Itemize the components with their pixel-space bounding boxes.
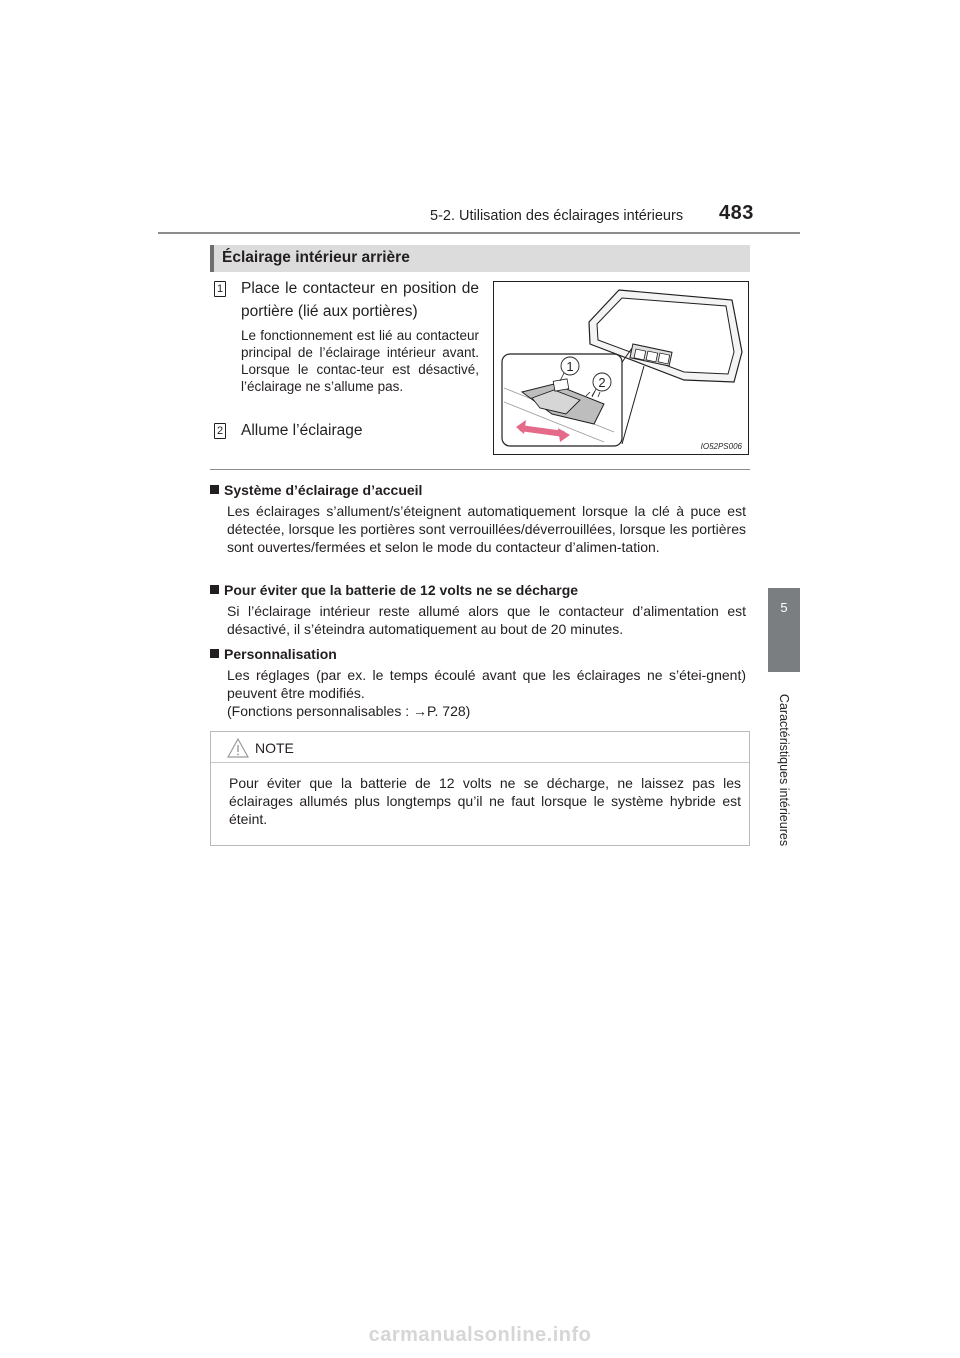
bullet-square-icon: [210, 649, 219, 658]
bullet-reference-3: (Fonctions personnalisables : →P. 728): [227, 703, 471, 719]
bullet-heading-text-1: Système d’éclairage d’accueil: [224, 482, 423, 498]
note-header-rule: [211, 762, 749, 763]
bullet-square-icon: [210, 585, 219, 594]
warning-triangle-icon: [227, 738, 249, 758]
watermark: carmanualsonline.info: [368, 1324, 592, 1346]
figure-code: IO52PS006: [700, 442, 742, 451]
section-title-bar: [210, 245, 750, 272]
dome-light-drawing: [494, 282, 748, 454]
bullet-square-icon: [210, 485, 219, 494]
dome-light-illustration: [493, 281, 749, 455]
item-badge-1: 1: [214, 281, 226, 297]
bullet-heading-text-3: Personnalisation: [224, 646, 337, 662]
bullet-body-2: Si l’éclairage intérieur reste allumé alors que le contacteur d’alimentation est désactivé, il s’éteindra automatiquement au bout de 20 minutes.: [227, 603, 746, 637]
note-body: Pour éviter que la batterie de 12 volts ne se décharge, ne laissez pas les éclairages allumés plus longtemps qu’il ne faut lorsque le système hybride est éteint.: [229, 775, 741, 827]
page-number: 483: [719, 202, 754, 224]
section-bar-accent: [210, 245, 214, 272]
bullet-heading-text-2: Pour éviter que la batterie de 12 volts ne se décharge: [224, 582, 579, 598]
chapter-number: 5: [780, 600, 788, 615]
section-title: Éclairage intérieur arrière: [222, 249, 410, 266]
item-badge-2: 2: [214, 423, 226, 439]
item-title-1: Place le contacteur en position de portière (lié aux portières): [241, 280, 479, 320]
section-divider: [210, 469, 750, 470]
bullet-heading-1: [210, 482, 422, 498]
item-description-1: Le fonctionnement est lié au contacteur principal de l’éclairage intérieur avant. Lorsque le contac-teur est désactivé, l’éclairage ne s’allume pas.: [241, 328, 479, 394]
callout-1: 1: [566, 359, 574, 374]
bullet-heading-2: [210, 582, 578, 598]
note-box: [210, 731, 750, 846]
bullet-body-1: Les éclairages s’allument/s’éteignent automatiquement lorsque la clé à puce est détectée, lorsque les portières sont verrouillées/déverrouillées, lorsque les portières sont ouvertes/fermées et selon le mode du contacteur d’alimen-tation.: [227, 503, 746, 555]
running-header: 5-2. Utilisation des éclairages intérieurs: [430, 208, 684, 224]
header-rule: [158, 232, 800, 234]
callout-2: 2: [598, 375, 606, 390]
bullet-body-3: Les réglages (par ex. le temps écoulé avant que les éclairages ne s’étei-gnent) peuvent être modifiés.: [227, 667, 746, 701]
chapter-label: Caractéristiques intérieures: [777, 693, 791, 847]
bullet-heading-3: [210, 646, 337, 662]
item-title-2: Allume l’éclairage: [241, 422, 363, 439]
note-title: NOTE: [255, 740, 294, 756]
